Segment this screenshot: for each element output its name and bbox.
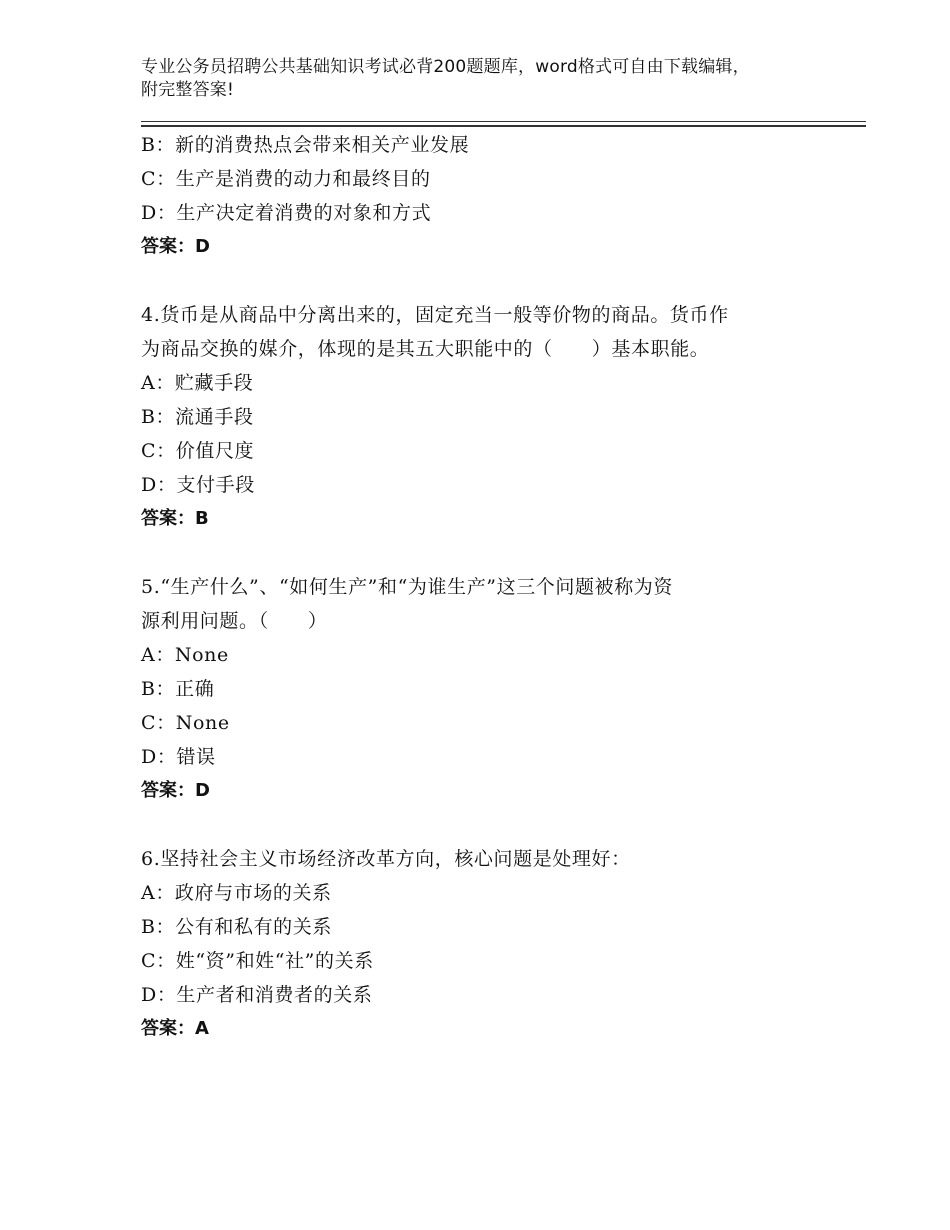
question-text-line-1: 4.货币是从商品中分离出来的，固定充当一般等价物的商品。货币作 bbox=[141, 304, 729, 326]
option-c: C：姓“资”和姓“社”的关系 bbox=[141, 950, 374, 972]
question-text-line-1: 5.“生产什么”、“如何生产”和“为谁生产”这三个问题被称为资 bbox=[141, 576, 674, 598]
option-d: D：生产决定着消费的对象和方式 bbox=[141, 202, 432, 224]
question-6 bbox=[141, 842, 821, 1046]
question-text-line-2: 源利用问题。（ ） bbox=[141, 610, 328, 632]
answer-label: 答案：A bbox=[141, 1018, 209, 1039]
option-c: C：生产是消费的动力和最终目的 bbox=[141, 168, 431, 190]
question-content bbox=[141, 128, 821, 1046]
option-b: B：流通手段 bbox=[141, 406, 254, 428]
header-line-2: 附完整答案! bbox=[141, 80, 235, 100]
answer-label: 答案：D bbox=[141, 780, 210, 801]
question-3-partial bbox=[141, 128, 821, 264]
spacer bbox=[141, 264, 821, 298]
answer-label: 答案：D bbox=[141, 236, 210, 257]
option-b: B：正确 bbox=[141, 678, 215, 700]
page-header bbox=[141, 56, 821, 102]
option-a: A：贮藏手段 bbox=[141, 372, 254, 394]
option-d: D：支付手段 bbox=[141, 474, 255, 496]
question-5 bbox=[141, 570, 821, 808]
option-a: A：政府与市场的关系 bbox=[141, 882, 332, 904]
option-d: D：生产者和消费者的关系 bbox=[141, 984, 373, 1006]
header-rule-thin bbox=[141, 121, 866, 122]
option-b: B：公有和私有的关系 bbox=[141, 916, 332, 938]
header-rule-thick bbox=[141, 125, 866, 127]
question-text-line-1: 6.坚持社会主义市场经济改革方向，核心问题是处理好： bbox=[141, 848, 631, 870]
option-a: A：None bbox=[141, 644, 229, 666]
spacer bbox=[141, 808, 821, 842]
option-c: C：None bbox=[141, 712, 230, 734]
option-c: C：价值尺度 bbox=[141, 440, 255, 462]
option-b: B：新的消费热点会带来相关产业发展 bbox=[141, 134, 470, 156]
option-d: D：错误 bbox=[141, 746, 216, 768]
question-text-line-2: 为商品交换的媒介，体现的是其五大职能中的（ ）基本职能。 bbox=[141, 338, 710, 360]
answer-label: 答案：B bbox=[141, 508, 209, 529]
spacer bbox=[141, 536, 821, 570]
header-line-1: 专业公务员招聘公共基础知识考试必背200题题库，word格式可自由下载编辑， bbox=[141, 57, 750, 77]
question-4 bbox=[141, 298, 821, 536]
